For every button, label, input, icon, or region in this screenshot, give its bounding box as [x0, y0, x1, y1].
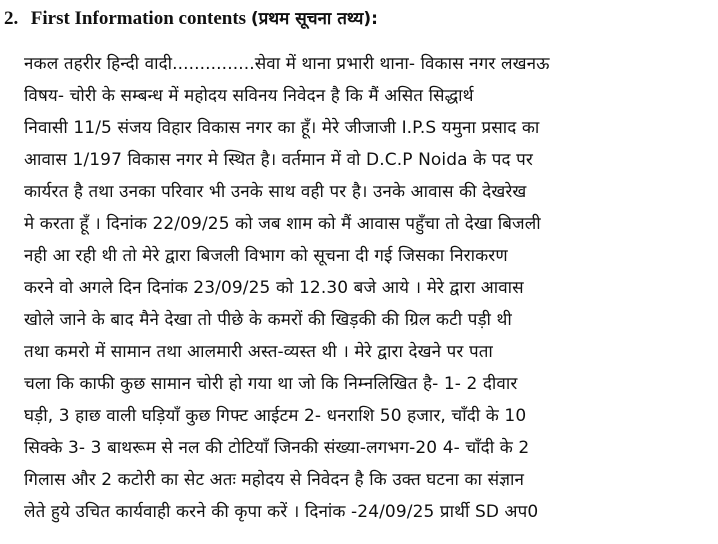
- text-line: गिलास और 2 कटोरी का सेट अतः महोदय से निवेदन है कि उक्त घटना का संज्ञान: [24, 470, 525, 490]
- text-line: घड़ी, 3 हाछ वाली घड़ियाँ कुछ गिफ्ट आईटम 2- धनराशि 50 हजार, चाँदी के 10: [24, 406, 527, 426]
- text-line: नकल तहरीर हिन्दी वादी...............सेवा में थाना प्रभारी थाना- विकास नगर लखनऊ: [24, 54, 550, 74]
- text-line: मे करता हूँ । दिनांक 22/09/25 को जब शाम को मैं आवास पहुँचा तो देखा बिजली: [24, 214, 541, 234]
- complaint-text: [24, 48, 714, 528]
- text-line: तथा कमरो में सामान तथा आलमारी अस्त-व्यस्त थी । मेरे द्वारा देखने पर पता: [24, 342, 493, 362]
- text-line: नही आ रही थी तो मेरे द्वारा बिजली विभाग को सूचना दी गई जिसका निराकरण: [24, 246, 508, 266]
- section-number: 2.: [4, 8, 19, 29]
- text-line: खोले जाने के बाद मैने देखा तो पीछे के कमरों की खिड़की की ग्रिल कटी पड़ी थी: [24, 310, 512, 330]
- section-heading: [4, 6, 378, 32]
- text-line: आवास 1/197 विकास नगर मे स्थित है। वर्तमान में वो D.C.P Noida के पद पर: [24, 150, 533, 170]
- text-line: विषय- चोरी के सम्बन्ध में महोदय सविनय निवेदन है कि मैं असित सिद्धार्थ: [24, 86, 474, 106]
- text-line: लेते हुये उचित कार्यवाही करने की कृपा करें । दिनांक -24/09/25 प्रार्थी SD अप0: [24, 502, 539, 522]
- text-line: निवासी 11/5 संजय विहार विकास नगर का हूँ। मेरे जीजाजी I.P.S यमुना प्रसाद का: [24, 118, 540, 138]
- text-line: सिक्के 3- 3 बाथरूम से नल की टोटियाँ जिनकी संख्या-लगभग-20 4- चाँदी के 2: [24, 438, 530, 458]
- text-line: करने वो अगले दिन दिनांक 23/09/25 को 12.30 बजे आये । मेरे द्वारा आवास: [24, 278, 524, 298]
- text-line: कार्यरत है तथा उनका परिवार भी उनके साथ वही पर है। उनके आवास की देखरेख: [24, 182, 527, 202]
- section-title-hindi: (प्रथम सूचना तथ्य):: [250, 9, 378, 29]
- text-line: चला कि काफी कुछ सामान चोरी हो गया था जो कि निम्नलिखित है- 1- 2 दीवार: [24, 374, 518, 394]
- section-title-english: First Information contents: [30, 8, 247, 29]
